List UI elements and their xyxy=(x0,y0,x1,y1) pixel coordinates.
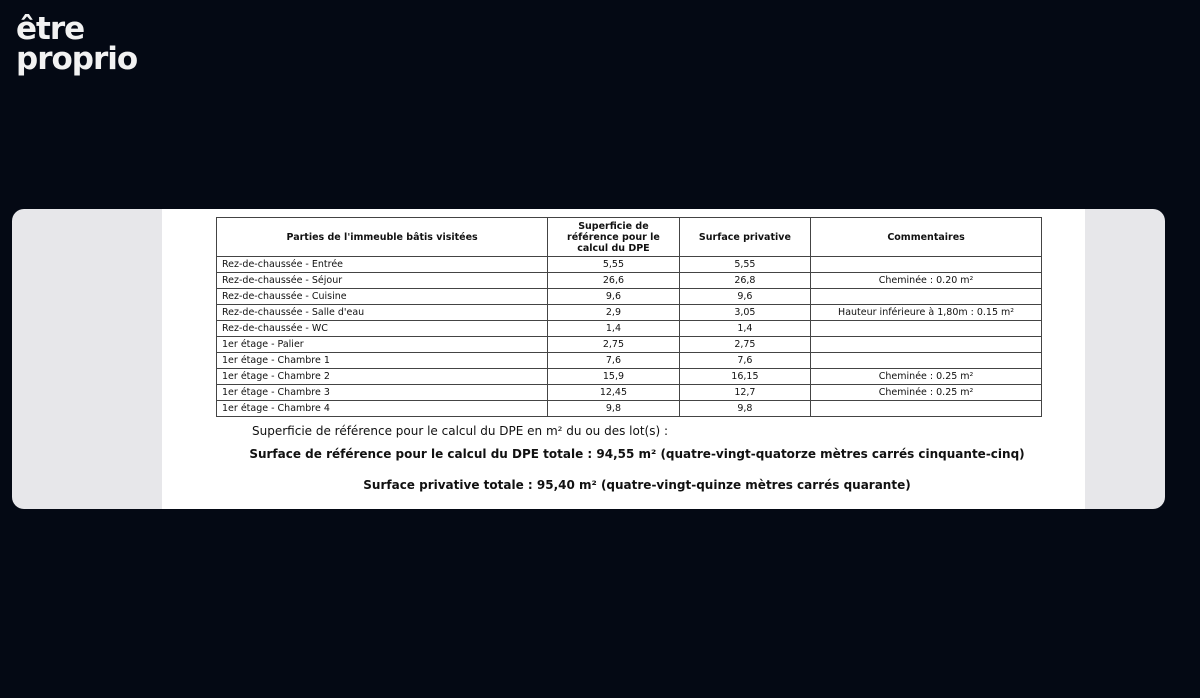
table-row xyxy=(217,385,1042,401)
cell-surface-privative: 26,8 xyxy=(679,273,810,289)
etre-proprio-logo xyxy=(16,11,138,77)
cell-superficie-dpe: 9,6 xyxy=(548,289,679,305)
table-row xyxy=(217,257,1042,273)
cell-superficie-dpe: 12,45 xyxy=(548,385,679,401)
cell-partie: Rez-de-chaussée - WC xyxy=(217,321,548,337)
document-sheet xyxy=(162,209,1085,509)
cell-superficie-dpe: 5,55 xyxy=(548,257,679,273)
surface-table xyxy=(216,217,1042,417)
cell-partie: 1er étage - Chambre 4 xyxy=(217,401,548,417)
cell-superficie-dpe: 1,4 xyxy=(548,321,679,337)
cell-partie: 1er étage - Palier xyxy=(217,337,548,353)
cell-commentaire xyxy=(811,337,1042,353)
cell-superficie-dpe: 15,9 xyxy=(548,369,679,385)
cell-superficie-dpe: 7,6 xyxy=(548,353,679,369)
table-row xyxy=(217,321,1042,337)
summary-intro: Superficie de référence pour le calcul du DPE en m² du ou des lot(s) : xyxy=(252,424,668,438)
cell-commentaire: Cheminée : 0.20 m² xyxy=(811,273,1042,289)
cell-partie: 1er étage - Chambre 2 xyxy=(217,369,548,385)
cell-commentaire xyxy=(811,257,1042,273)
header-superficie-dpe: Superficie de référence pour le calcul du DPE xyxy=(548,218,679,257)
cell-surface-privative: 1,4 xyxy=(679,321,810,337)
cell-commentaire xyxy=(811,401,1042,417)
cell-superficie-dpe: 9,8 xyxy=(548,401,679,417)
cell-surface-privative: 12,7 xyxy=(679,385,810,401)
table-row xyxy=(217,401,1042,417)
cell-partie: Rez-de-chaussée - Salle d'eau xyxy=(217,305,548,321)
table-header-row xyxy=(217,218,1042,257)
cell-partie: Rez-de-chaussée - Séjour xyxy=(217,273,548,289)
document-card xyxy=(12,209,1165,509)
logo-line-1: être xyxy=(16,11,85,47)
cell-partie: 1er étage - Chambre 1 xyxy=(217,353,548,369)
table-row xyxy=(217,337,1042,353)
cell-superficie-dpe: 2,75 xyxy=(548,337,679,353)
table-row xyxy=(217,305,1042,321)
total-surface-privative: Surface privative totale : 95,40 m² (quatre-vingt-quinze mètres carrés quarante) xyxy=(363,478,911,492)
cell-partie: Rez-de-chaussée - Cuisine xyxy=(217,289,548,305)
table-row xyxy=(217,289,1042,305)
cell-commentaire xyxy=(811,321,1042,337)
header-parties: Parties de l'immeuble bâtis visitées xyxy=(217,218,548,257)
header-surface-privative: Surface privative xyxy=(679,218,810,257)
cell-commentaire: Cheminée : 0.25 m² xyxy=(811,369,1042,385)
cell-commentaire: Cheminée : 0.25 m² xyxy=(811,385,1042,401)
total-surface-dpe: Surface de référence pour le calcul du DPE totale : 94,55 m² (quatre-vingt-quatorze mètres carrés cinquante-cinq) xyxy=(249,447,1025,461)
cell-superficie-dpe: 2,9 xyxy=(548,305,679,321)
table-row xyxy=(217,353,1042,369)
cell-surface-privative: 9,6 xyxy=(679,289,810,305)
cell-partie: 1er étage - Chambre 3 xyxy=(217,385,548,401)
cell-superficie-dpe: 26,6 xyxy=(548,273,679,289)
cell-commentaire xyxy=(811,353,1042,369)
header-commentaires: Commentaires xyxy=(811,218,1042,257)
cell-surface-privative: 9,8 xyxy=(679,401,810,417)
table-row xyxy=(217,369,1042,385)
cell-partie: Rez-de-chaussée - Entrée xyxy=(217,257,548,273)
cell-surface-privative: 7,6 xyxy=(679,353,810,369)
logo-line-2: proprio xyxy=(16,41,138,77)
cell-commentaire xyxy=(811,289,1042,305)
cell-surface-privative: 16,15 xyxy=(679,369,810,385)
cell-surface-privative: 3,05 xyxy=(679,305,810,321)
cell-surface-privative: 2,75 xyxy=(679,337,810,353)
table-row xyxy=(217,273,1042,289)
cell-surface-privative: 5,55 xyxy=(679,257,810,273)
cell-commentaire: Hauteur inférieure à 1,80m : 0.15 m² xyxy=(811,305,1042,321)
